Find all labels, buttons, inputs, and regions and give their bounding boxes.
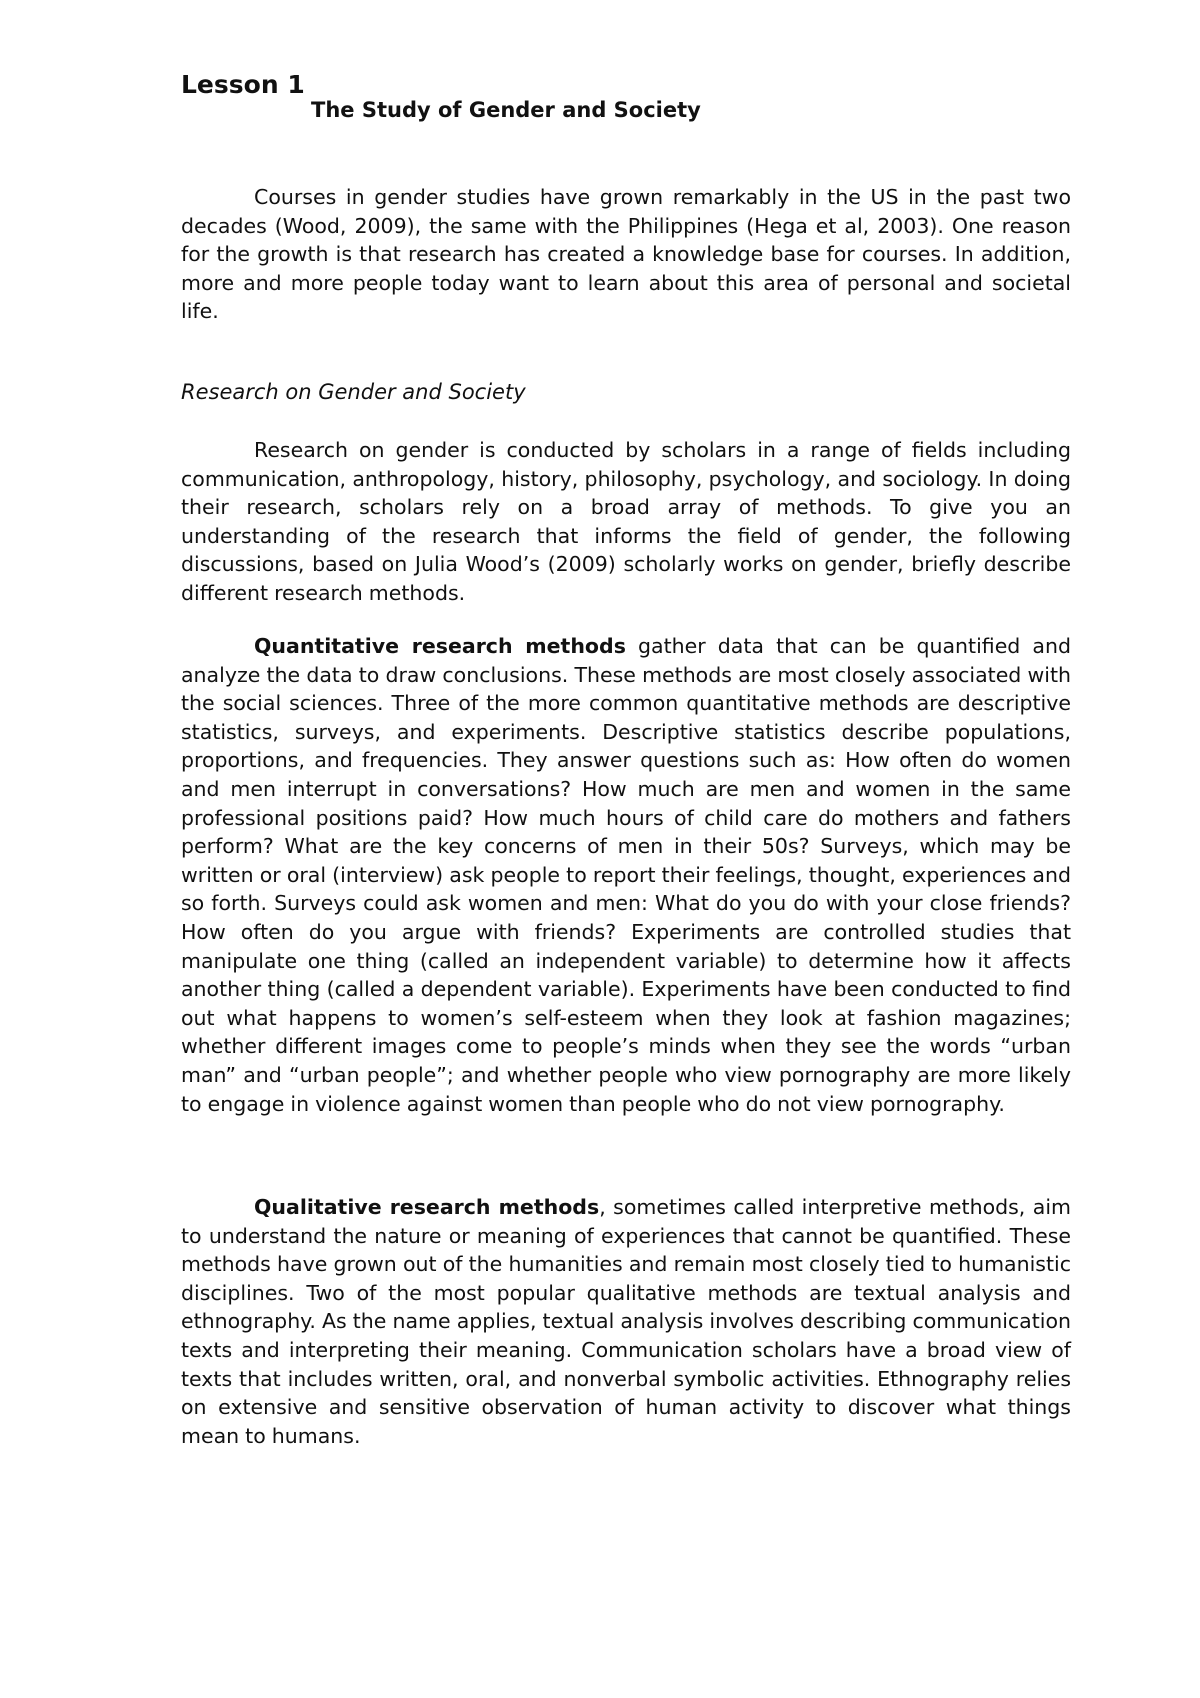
section-heading: Research on Gender and Society (181, 380, 526, 404)
document-title: The Study of Gender and Society (311, 98, 701, 122)
quantitative-term: Quantitative research methods (254, 634, 626, 658)
quantitative-text: gather data that can be quantified and analyze the data to draw conclusions. These methods are most closely associated with the social sciences. Three of the more common quantitative methods are descriptive statistics, surveys, and experiments. Descriptive statistics describe populations, proportions, and frequencies. They answer questions such as: How often do women and men interrupt in conversations? How much are men and women in the same professional positions paid? How much hours of child care do mothers and fathers perform? What are the key concerns of men in their 50s? Surveys, which may be written or oral (interview) ask people to report their feelings, thought, experiences and so forth. Surveys could ask women and men: What do you do with your close friends? How often do you argue with friends? Experiments are controlled studies that manipulate one thing (called an independent variable) to determine how it affects another thing (called a dependent variable). Experiments have been conducted to find out what happens to women’s self-esteem when they look at fashion magazines; whether different images come to people’s minds when they see the words “urban man” and “urban people”; and whether people who view pornography are more likely to engage in violence against women than people who do not view pornography. (181, 634, 1072, 1116)
lesson-label: Lesson 1 (181, 70, 305, 99)
qualitative-text: , sometimes called interpretive methods, aim to understand the nature or meaning of experiences that cannot be quantified. These methods have grown out of the humanities and remain most closely tied to humanistic disciplines. Two of the most popular qualitative methods are textual analysis and ethnography. As the name applies, textual analysis involves describing communication texts and interpreting their meaning. Communication scholars have a broad view of texts that includes written, oral, and nonverbal symbolic activities. Ethnography relies on extensive and sensitive observation of human activity to discover what things mean to humans. (181, 1195, 1071, 1448)
quantitative-paragraph (181, 632, 1071, 1118)
qualitative-paragraph (181, 1193, 1071, 1450)
research-paragraph: Research on gender is conducted by scholars in a range of fields including communication, anthropology, history, philosophy, psychology, and sociology. In doing their research, scholars rely on a broad array of methods. To give you an understanding of the research that informs the field of gender, the following discussions, based on Julia Wood’s (2009) scholarly works on gender, briefly describe different research methods. (181, 438, 1071, 605)
qualitative-term: Qualitative research methods (254, 1195, 600, 1219)
intro-paragraph: Courses in gender studies have grown remarkably in the US in the past two decades (Wood, 2009), the same with the Philippines (Hega et al, 2003). One reason for the growth is that research has created a knowledge base for courses. In addition, more and more people today want to learn about this area of personal and societal life. (181, 185, 1071, 324)
